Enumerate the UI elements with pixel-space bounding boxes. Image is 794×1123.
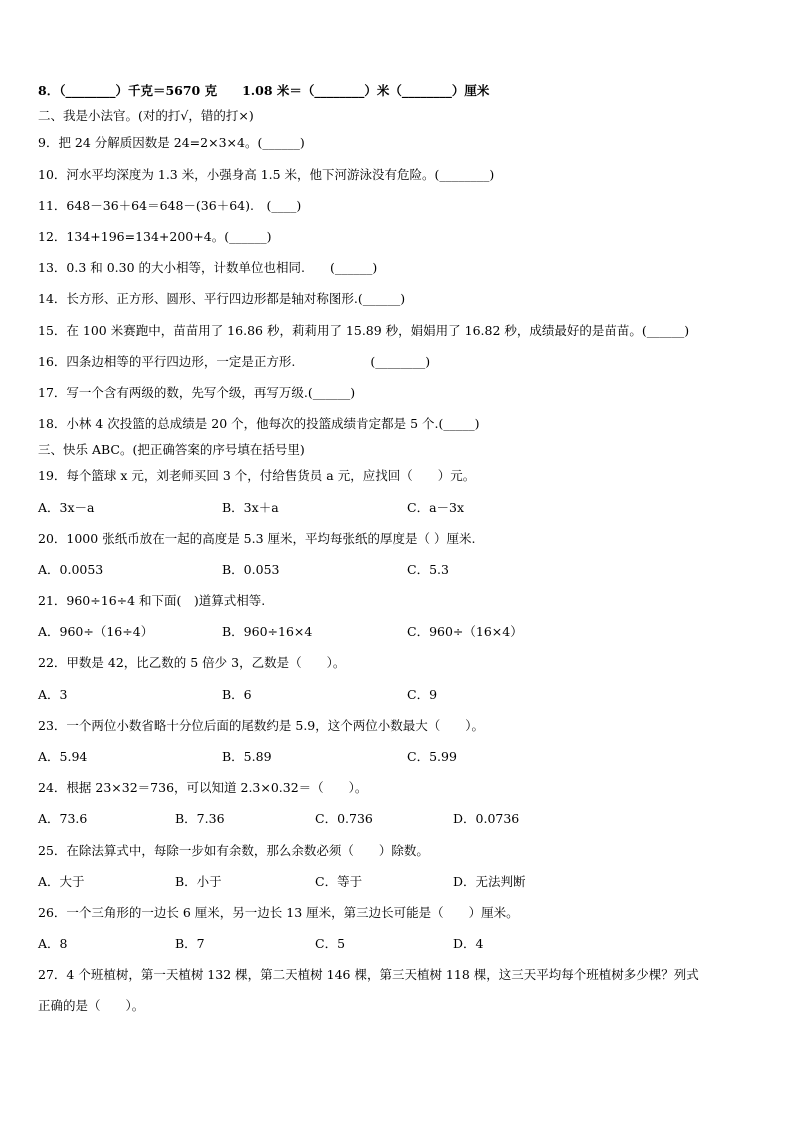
option-b: B．3x＋a [222,500,279,515]
question-20: 20．1000 张纸币放在一起的高度是 5.3 厘米，平均每张纸的厚度是（ ）厘米. [38,531,476,546]
option-b: B．7.36 [175,811,225,826]
question-24: 24．根据 23×32＝736，可以知道 2.3×0.32＝（ ）。 [38,780,368,795]
question-22: 22．甲数是 42，比乙数的 5 倍少 3，乙数是（ ）。 [38,655,346,670]
question-18: 18．小林 4 次投篮的总成绩是 20 个，他每次的投篮成绩肯定都是 5 个.(_____) [38,416,480,431]
question-25: 25．在除法算式中，每除一步如有余数，那么余数必须（ ）除数。 [38,843,429,858]
option-b: B．6 [222,687,252,702]
option-c: C．5.99 [407,749,457,764]
option-c: C．960÷（16×4） [407,624,523,639]
option-b: B．0.053 [222,562,280,577]
option-c: C．5 [315,936,346,951]
question-19: 19．每个篮球 x 元，刘老师买回 3 个，付给售货员 a 元，应找回（ ）元。 [38,468,476,483]
question-26: 26．一个三角形的一边长 6 厘米，另一边长 13 厘米，第三边长可能是（ ）厘米。 [38,905,519,920]
option-c: C．9 [407,687,438,702]
section-3-heading: 三、快乐 ABC。(把正确答案的序号填在括号里) [38,442,305,457]
question-12: 12．134+196=134+200+4。(______) [38,229,272,244]
question-13: 13．0.3 和 0.30 的大小相等，计数单位也相同. (______) [38,260,378,275]
question-10: 10．河水平均深度为 1.3 米，小强身高 1.5 米，他下河游泳没有危险。(________) [38,167,495,182]
section-2-heading: 二、我是小法官。(对的打√，错的打×) [38,108,254,123]
option-a: A．960÷（16÷4） [38,624,154,639]
option-c: C．0.736 [315,811,373,826]
question-14: 14．长方形、正方形、圆形、平行四边形都是轴对称图形.(______) [38,291,406,306]
option-c: C．5.3 [407,562,449,577]
option-a: A．8 [38,936,68,951]
option-c: C．a－3x [407,500,465,515]
option-b: B．5.89 [222,749,272,764]
option-d: D．4 [453,936,484,951]
question-17: 17．写一个含有两级的数，先写个级，再写万级.(______) [38,385,356,400]
question-21: 21．960÷16÷4 和下面( )道算式相等. [38,593,266,608]
option-a: A．3 [38,687,68,702]
option-b: B．小于 [175,874,222,889]
question-15: 15．在 100 米赛跑中，苗苗用了 16.86 秒，莉莉用了 15.89 秒，娟娟用了 16.82 秒，成绩最好的是苗苗。(______) [38,323,690,338]
option-c: C．等于 [315,874,363,889]
question-16: 16．四条边相等的平行四边形，一定是正方形. (________) [38,354,431,369]
option-d: D．无法判断 [453,874,526,889]
question-27: 27．4 个班植树，第一天植树 132 棵，第二天植树 146 棵，第三天植树 118 棵，这三天平均每个班植树多少棵？列式 [38,967,699,982]
question-8: 8．（________）千克＝5670 克 1.08 米＝（________）米（________）厘米 [38,83,490,98]
option-a: A．3x－a [38,500,95,515]
option-a: A．大于 [38,874,85,889]
option-a: A．5.94 [38,749,88,764]
option-b: B．7 [175,936,205,951]
option-a: A．73.6 [38,811,88,826]
option-b: B．960÷16×4 [222,624,313,639]
question-27-continuation: 正确的是（ ）。 [38,998,145,1013]
option-d: D．0.0736 [453,811,520,826]
question-11: 11．648－36＋64＝648－(36＋64). (____) [38,198,302,213]
option-a: A．0.0053 [38,562,104,577]
question-23: 23．一个两位小数省略十分位后面的尾数约是 5.9，这个两位小数最大（ ）。 [38,718,485,733]
question-9: 9．把 24 分解质因数是 24=2×3×4。(______) [38,135,305,150]
